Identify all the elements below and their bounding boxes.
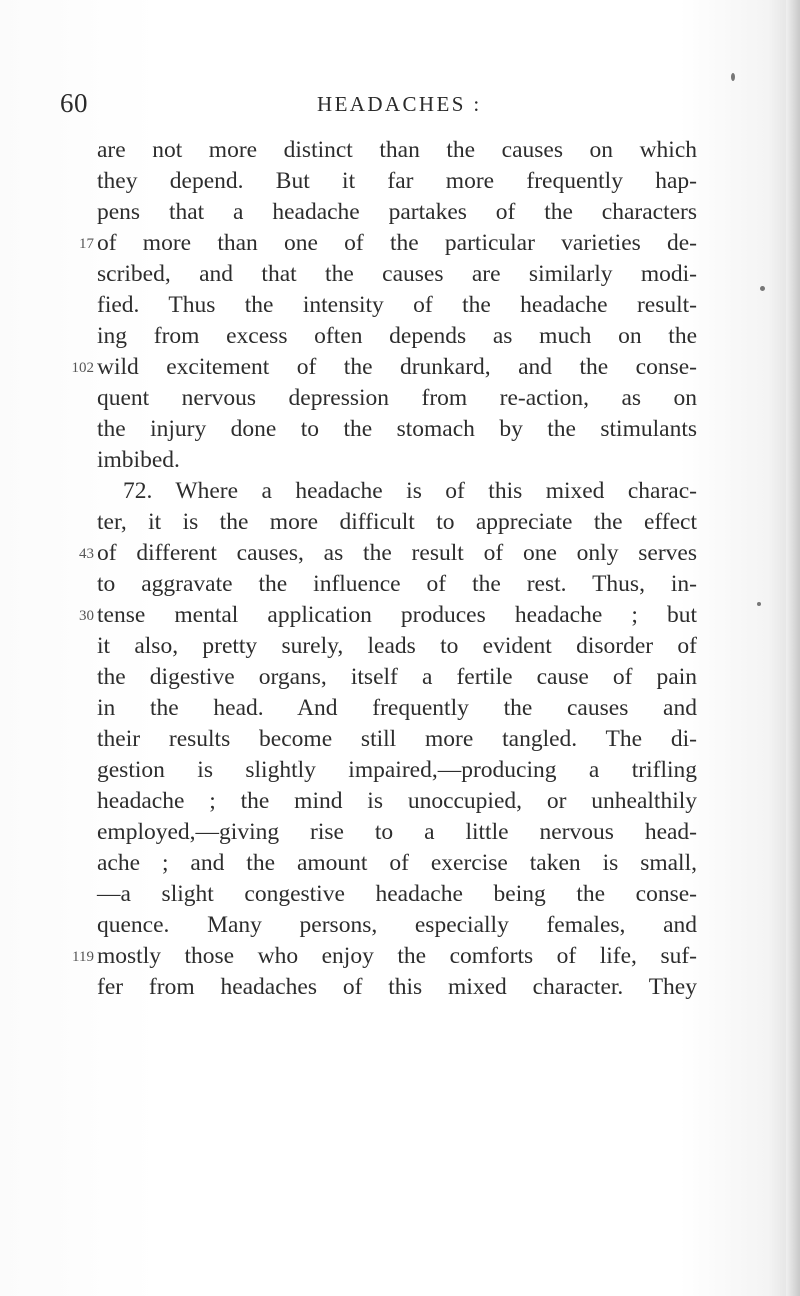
line-text: fied. Thus the intensity of the headache result-: [97, 292, 697, 318]
line-text: ache ; and the amount of exercise taken is small,: [97, 850, 697, 876]
page-edge-shadow: [786, 0, 800, 1296]
text-line: [79, 538, 697, 569]
line-text: ing from excess often depends as much on the: [97, 323, 697, 349]
text-line: [97, 848, 697, 879]
line-text: wild excitement of the drunkard, and the conse-: [97, 354, 697, 380]
text-line: [97, 197, 697, 228]
text-line: [97, 693, 697, 724]
text-line: [97, 631, 697, 662]
line-text: gestion is slightly impaired,—producing a trifling: [97, 757, 697, 783]
margin-reference: 17: [79, 236, 94, 252]
line-text: employed,—giving rise to a little nervous head-: [97, 819, 697, 845]
line-text: fer from headaches of this mixed character. They: [97, 974, 697, 1000]
line-text: —a slight congestive headache being the conse-: [97, 881, 697, 907]
text-line: [97, 662, 697, 693]
line-text: they depend. But it far more frequently hap-: [97, 168, 697, 194]
line-text: quence. Many persons, especially females, and: [97, 912, 697, 938]
line-text: in the head. And frequently the causes and: [97, 695, 697, 721]
line-text: the injury done to the stomach by the stimulants: [97, 416, 697, 442]
line-text: mostly those who enjoy the comforts of life, suf-: [97, 943, 697, 969]
text-line: [97, 972, 697, 1003]
text-line: [97, 817, 697, 848]
text-line: [97, 414, 697, 445]
line-text: pens that a headache partakes of the characters: [97, 199, 697, 225]
text-line: [97, 290, 697, 321]
margin-reference: 102: [71, 360, 94, 376]
line-text: scribed, and that the causes are similarly modi-: [97, 261, 697, 287]
text-line: [97, 910, 697, 941]
line-text: of different causes, as the result of one only serves: [97, 540, 697, 566]
text-line: [97, 321, 697, 352]
text-line: [79, 600, 697, 631]
text-line: [72, 941, 697, 972]
text-line: [97, 445, 697, 476]
line-text: quent nervous depression from re-action, as on: [97, 385, 697, 411]
line-text: imbibed.: [97, 447, 180, 473]
margin-reference: 43: [79, 546, 94, 562]
page-header: [60, 88, 720, 128]
line-text: headache ; the mind is unoccupied, or unhealthily: [97, 788, 697, 814]
margin-reference: 119: [72, 949, 94, 965]
line-text: the digestive organs, itself a fertile cause of pain: [97, 664, 697, 690]
line-text: their results become still more tangled. The di-: [97, 726, 697, 752]
line-text: of more than one of the particular varieties de-: [97, 230, 697, 256]
line-text: ter, it is the more difficult to appreciate the effect: [97, 509, 697, 535]
line-text: it also, pretty surely, leads to evident disorder of: [97, 633, 697, 659]
ink-speck: [757, 602, 761, 606]
ink-speck: [760, 286, 765, 291]
text-line: [97, 724, 697, 755]
line-text: to aggravate the influence of the rest. Thus, in-: [97, 571, 697, 597]
paragraph-start: 72. Where a headache is of this mixed charac-: [123, 478, 697, 504]
text-line: [79, 228, 697, 259]
text-line: [97, 786, 697, 817]
ink-speck: [731, 73, 735, 81]
text-line: [71, 352, 697, 383]
body-text: [71, 135, 697, 1003]
line-text: are not more distinct than the causes on which: [97, 137, 697, 163]
text-line: [97, 476, 697, 507]
text-line: [97, 135, 697, 166]
text-line: [97, 755, 697, 786]
text-line: [97, 166, 697, 197]
line-text: tense mental application produces headache ; but: [97, 602, 697, 628]
text-line: [97, 383, 697, 414]
text-line: [97, 569, 697, 600]
page-number: 60: [60, 88, 88, 118]
running-head: HEADACHES :: [317, 92, 482, 116]
text-line: [97, 507, 697, 538]
text-line: [97, 259, 697, 290]
margin-reference: 30: [79, 608, 94, 624]
text-line: [97, 879, 697, 910]
